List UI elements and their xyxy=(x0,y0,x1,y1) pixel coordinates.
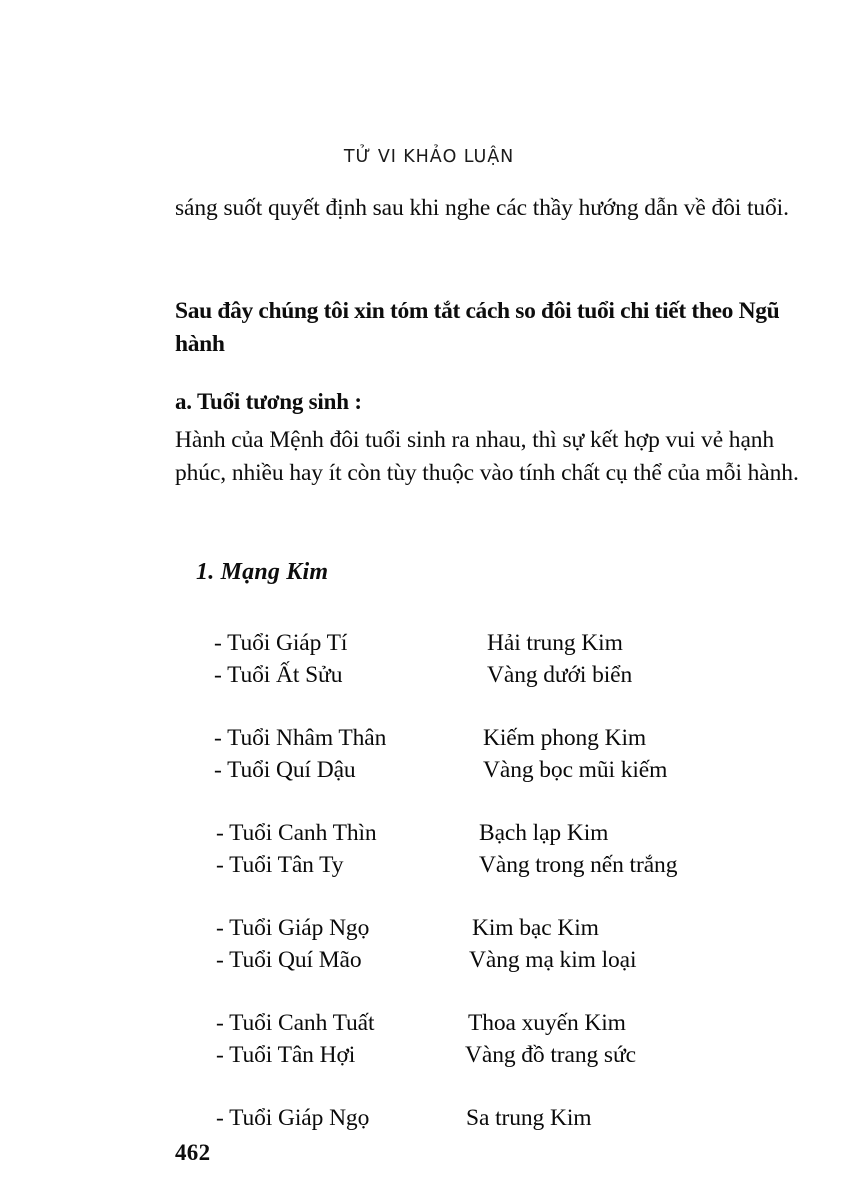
page-number: 462 xyxy=(175,1140,211,1165)
list-item-age-label: - Tuổi Tân Ty xyxy=(216,851,344,878)
list-item-age-label: - Tuổi Quí Mão xyxy=(216,946,362,973)
section-heading-mang-kim: 1. Mạng Kim xyxy=(196,559,329,585)
list-item-element-name: Vàng đồ trang sức xyxy=(465,1041,636,1068)
list-item xyxy=(0,818,858,850)
list-item xyxy=(0,1040,858,1072)
list-pair xyxy=(0,913,858,976)
paragraph-continuation: sáng suốt quyết định sau khi nghe các thầy hướng dẫn về đôi tuổi. xyxy=(175,195,789,221)
list-item-element-name: Bạch lạp Kim xyxy=(479,820,609,846)
list-item xyxy=(0,1008,858,1040)
list-item xyxy=(0,850,858,882)
subsection-heading-a: a. Tuổi tương sinh : xyxy=(175,389,362,414)
list-item-element-name: Thoa xuyến Kim xyxy=(468,1010,626,1036)
list-pair xyxy=(0,723,858,786)
list-item xyxy=(0,913,858,945)
list-item xyxy=(0,628,858,660)
list-item-age-label: - Tuổi Nhâm Thân xyxy=(214,725,387,751)
list-item-age-label: - Tuổi Giáp Tí xyxy=(214,630,348,656)
list-item-element-name: Vàng bọc mũi kiếm xyxy=(483,756,668,783)
list-pair xyxy=(0,818,858,881)
list-item-age-label: - Tuổi Quí Dậu xyxy=(214,756,356,783)
list-item-element-name: Kiếm phong Kim xyxy=(483,725,647,751)
list-item-element-name: Vàng dưới biển xyxy=(487,661,633,688)
paragraph-body: Hành của Mệnh đôi tuổi sinh ra nhau, thì sự kết hợp vui vẻ hạnh phúc, nhiều hay ít còn tùy thuộc vào tính chất cụ thể của mỗi hành. xyxy=(175,427,799,486)
list-pair xyxy=(0,1008,858,1071)
list-item-age-label: - Tuổi Ất Sửu xyxy=(214,661,343,688)
list-item-age-label: - Tuổi Giáp Ngọ xyxy=(216,1105,370,1131)
list-item-element-name: Sa trung Kim xyxy=(466,1105,592,1131)
age-element-list xyxy=(0,628,858,1166)
list-pair xyxy=(0,628,858,691)
list-item-element-name: Vàng mạ kim loại xyxy=(469,946,637,973)
running-header-title: TỬ VI KHẢO LUẬN xyxy=(343,147,515,167)
list-item-age-label: - Tuổi Giáp Ngọ xyxy=(216,915,370,941)
list-item xyxy=(0,723,858,755)
list-item-element-name: Hải trung Kim xyxy=(487,630,623,656)
list-item xyxy=(0,755,858,787)
paragraph-intro-bold: Sau đây chúng tôi xin tóm tắt cách so đôi tuổi chi tiết theo Ngũ hành xyxy=(175,298,780,357)
list-item xyxy=(0,945,858,977)
list-pair xyxy=(0,1103,858,1166)
list-item-element-name: Vàng trong nến trắng xyxy=(479,851,678,878)
list-item-element-name: Kim bạc Kim xyxy=(472,915,599,941)
list-item xyxy=(0,1103,858,1135)
list-item-age-label: - Tuổi Tân Hợi xyxy=(216,1041,356,1068)
list-item xyxy=(0,660,858,692)
list-item-age-label: - Tuổi Canh Thìn xyxy=(216,820,377,846)
list-item-age-label: - Tuổi Canh Tuất xyxy=(216,1010,375,1036)
